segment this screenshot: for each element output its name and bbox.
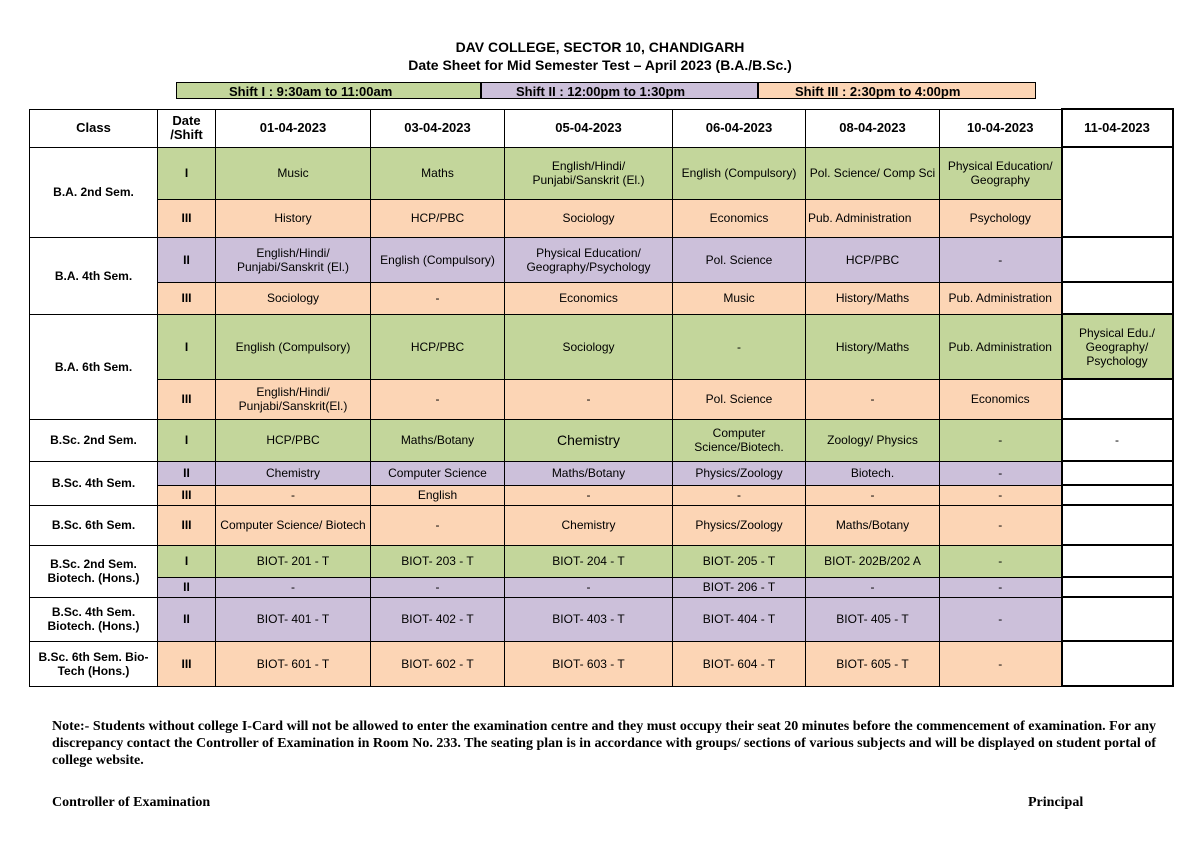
datesheet-subtitle: Date Sheet for Mid Semester Test – April 2023 (B.A./B.Sc.) xyxy=(408,57,792,73)
table-row xyxy=(30,147,1173,199)
header-date: 03-04-2023 xyxy=(371,109,505,147)
subject-cell: BIOT- 403 - T xyxy=(505,597,673,641)
table-row xyxy=(30,577,1173,597)
legend-shift-3: Shift III : 2:30pm to 4:00pm xyxy=(758,82,1036,99)
subject-cell: - xyxy=(505,577,673,597)
class-label: B.Sc. 6th Sem. Bio-Tech (Hons.) xyxy=(30,641,158,686)
subject-cell: Sociology xyxy=(505,314,673,379)
shift-cell: II xyxy=(158,461,216,485)
subject-cell: - xyxy=(216,485,371,505)
shift-cell: III xyxy=(158,379,216,419)
legend-shift-1: Shift I : 9:30am to 11:00am xyxy=(176,82,481,99)
subject-cell: Computer Science/Biotech. xyxy=(673,419,806,461)
subject-cell: BIOT- 206 - T xyxy=(673,577,806,597)
shift-cell: I xyxy=(158,147,216,199)
subject-cell: Physical Education/ Geography/Psychology xyxy=(505,237,673,282)
subject-cell: BIOT- 602 - T xyxy=(371,641,505,686)
subject-cell: Physics/Zoology xyxy=(673,505,806,545)
header-date: 08-04-2023 xyxy=(806,109,940,147)
shift-cell: III xyxy=(158,505,216,545)
subject-cell: Maths xyxy=(371,147,505,199)
class-label: B.A. 6th Sem. xyxy=(30,314,158,419)
header-date: 01-04-2023 xyxy=(216,109,371,147)
subject-cell: Pub. Administration xyxy=(940,282,1062,314)
header-date-shift: Date /Shift xyxy=(158,109,216,147)
subject-cell: Pub. Administration xyxy=(940,314,1062,379)
subject-cell: - xyxy=(806,485,940,505)
subject-cell: Physics/Zoology xyxy=(673,461,806,485)
subject-cell: - xyxy=(673,314,806,379)
shift-cell: III xyxy=(158,641,216,686)
subject-cell: Computer Science/ Biotech xyxy=(216,505,371,545)
table-row xyxy=(30,597,1173,641)
subject-cell xyxy=(1062,577,1173,597)
subject-cell: - xyxy=(940,641,1062,686)
class-label: B.Sc. 6th Sem. xyxy=(30,505,158,545)
subject-cell: BIOT- 401 - T xyxy=(216,597,371,641)
subject-cell: English (Compulsory) xyxy=(216,314,371,379)
header-date: 05-04-2023 xyxy=(505,109,673,147)
subject-cell: - xyxy=(505,485,673,505)
legend-shift-2: Shift II : 12:00pm to 1:30pm xyxy=(481,82,758,99)
subject-cell: Pol. Science xyxy=(673,237,806,282)
subject-cell: History/Maths xyxy=(806,314,940,379)
subject-cell xyxy=(1062,461,1173,485)
subject-cell: History/Maths xyxy=(806,282,940,314)
subject-cell xyxy=(1062,379,1173,419)
subject-cell: BIOT- 603 - T xyxy=(505,641,673,686)
subject-cell: BIOT- 604 - T xyxy=(673,641,806,686)
subject-cell: BIOT- 201 - T xyxy=(216,545,371,577)
subject-cell: Zoology/ Physics xyxy=(806,419,940,461)
table-row xyxy=(30,199,1173,237)
table-row xyxy=(30,505,1173,545)
note-paragraph: Note:- Students without college I-Card will not be allowed to enter the examination centre and they must occupy their seat 20 minutes before the commencement of examination. For any discrepancy contact the Controller of Examination in Room No. 233. The seating plan is in accordance with groups/ sections of various subjects and will be displayed on student portal of college website. xyxy=(52,719,1156,768)
subject-cell: - xyxy=(940,419,1062,461)
shift-cell: I xyxy=(158,314,216,379)
table-row xyxy=(30,485,1173,505)
subject-cell: Economics xyxy=(673,199,806,237)
subject-cell: History xyxy=(216,199,371,237)
class-label: B.Sc. 2nd Sem. Biotech. (Hons.) xyxy=(30,545,158,597)
class-label: B.Sc. 4th Sem. Biotech. (Hons.) xyxy=(30,597,158,641)
subject-cell: - xyxy=(371,282,505,314)
shift-cell: II xyxy=(158,237,216,282)
subject-cell xyxy=(1062,505,1173,545)
subject-cell: Music xyxy=(673,282,806,314)
subject-cell: Pol. Science xyxy=(673,379,806,419)
signature-controller: Controller of Examination xyxy=(52,795,211,810)
table-row xyxy=(30,282,1173,314)
subject-cell: English/Hindi/ Punjabi/Sanskrit(El.) xyxy=(216,379,371,419)
shift-cell: I xyxy=(158,545,216,577)
shift-cell: II xyxy=(158,597,216,641)
subject-cell: Sociology xyxy=(216,282,371,314)
subject-cell: - xyxy=(673,485,806,505)
shift-cell: II xyxy=(158,577,216,597)
subject-cell: - xyxy=(806,379,940,419)
subject-cell: Music xyxy=(216,147,371,199)
table-row xyxy=(30,379,1173,419)
shift-cell: III xyxy=(158,199,216,237)
subject-cell: Chemistry xyxy=(505,419,673,461)
subject-cell: Economics xyxy=(940,379,1062,419)
subject-cell: Psychology xyxy=(940,199,1062,237)
class-label: B.Sc. 4th Sem. xyxy=(30,461,158,505)
table-row xyxy=(30,641,1173,686)
subject-cell: - xyxy=(806,577,940,597)
signature-principal: Principal xyxy=(1028,795,1084,810)
subject-cell xyxy=(1062,485,1173,505)
datesheet-table xyxy=(29,108,1174,687)
subject-cell: HCP/PBC xyxy=(806,237,940,282)
college-title: DAV COLLEGE, SECTOR 10, CHANDIGARH xyxy=(455,39,745,55)
table-row xyxy=(30,461,1173,485)
subject-cell: Pol. Science/ Comp Sci xyxy=(806,147,940,199)
class-label: B.Sc. 2nd Sem. xyxy=(30,419,158,461)
header-date: 11-04-2023 xyxy=(1062,109,1173,147)
subject-cell: Economics xyxy=(505,282,673,314)
header-class: Class xyxy=(30,109,158,147)
subject-cell: Chemistry xyxy=(216,461,371,485)
subject-cell: Chemistry xyxy=(505,505,673,545)
subject-cell: BIOT- 203 - T xyxy=(371,545,505,577)
shift-legend xyxy=(176,82,1036,99)
table-row xyxy=(30,237,1173,282)
subject-cell: - xyxy=(940,545,1062,577)
table-row xyxy=(30,314,1173,379)
header-date: 10-04-2023 xyxy=(940,109,1062,147)
shift-cell: III xyxy=(158,282,216,314)
shift-cell: III xyxy=(158,485,216,505)
subject-cell: Maths/Botany xyxy=(806,505,940,545)
subject-cell: BIOT- 404 - T xyxy=(673,597,806,641)
subject-cell: BIOT- 204 - T xyxy=(505,545,673,577)
subject-cell: Maths/Botany xyxy=(505,461,673,485)
subject-cell: BIOT- 402 - T xyxy=(371,597,505,641)
class-label: B.A. 2nd Sem. xyxy=(30,147,158,237)
subject-cell: English (Compulsory) xyxy=(371,237,505,282)
subject-cell: BIOT- 202B/202 A xyxy=(806,545,940,577)
subject-cell: Pub. Administration xyxy=(806,199,940,237)
subject-cell: - xyxy=(371,505,505,545)
subject-cell: English/Hindi/ Punjabi/Sanskrit (El.) xyxy=(505,147,673,199)
shift-cell: I xyxy=(158,419,216,461)
subject-cell xyxy=(1062,237,1173,282)
subject-cell: BIOT- 205 - T xyxy=(673,545,806,577)
subject-cell: - xyxy=(371,379,505,419)
subject-cell xyxy=(1062,545,1173,577)
subject-cell: - xyxy=(940,461,1062,485)
subject-cell: Computer Science xyxy=(371,461,505,485)
subject-cell: - xyxy=(940,237,1062,282)
subject-cell: HCP/PBC xyxy=(216,419,371,461)
table-row xyxy=(30,545,1173,577)
subject-cell: Physical Education/ Geography xyxy=(940,147,1062,199)
header-row xyxy=(30,109,1173,147)
subject-cell: English/Hindi/ Punjabi/Sanskrit (El.) xyxy=(216,237,371,282)
subject-cell: HCP/PBC xyxy=(371,199,505,237)
subject-cell: - xyxy=(371,577,505,597)
subject-cell: Sociology xyxy=(505,199,673,237)
subject-cell xyxy=(1062,597,1173,641)
header-date: 06-04-2023 xyxy=(673,109,806,147)
subject-cell: English (Compulsory) xyxy=(673,147,806,199)
subject-cell: - xyxy=(940,485,1062,505)
subject-cell: BIOT- 605 - T xyxy=(806,641,940,686)
subject-cell: - xyxy=(1062,419,1173,461)
subject-cell: - xyxy=(940,577,1062,597)
table-row xyxy=(30,419,1173,461)
subject-cell: HCP/PBC xyxy=(371,314,505,379)
subject-cell: - xyxy=(940,505,1062,545)
subject-cell: Biotech. xyxy=(806,461,940,485)
subject-cell: Physical Edu./ Geography/ Psychology xyxy=(1062,314,1173,379)
subject-cell: - xyxy=(216,577,371,597)
subject-cell: English xyxy=(371,485,505,505)
subject-cell: - xyxy=(940,597,1062,641)
subject-cell xyxy=(1062,147,1173,237)
subject-cell: BIOT- 601 - T xyxy=(216,641,371,686)
subject-cell xyxy=(1062,282,1173,314)
subject-cell: Maths/Botany xyxy=(371,419,505,461)
subject-cell: BIOT- 405 - T xyxy=(806,597,940,641)
class-label: B.A. 4th Sem. xyxy=(30,237,158,314)
subject-cell: - xyxy=(505,379,673,419)
subject-cell xyxy=(1062,641,1173,686)
